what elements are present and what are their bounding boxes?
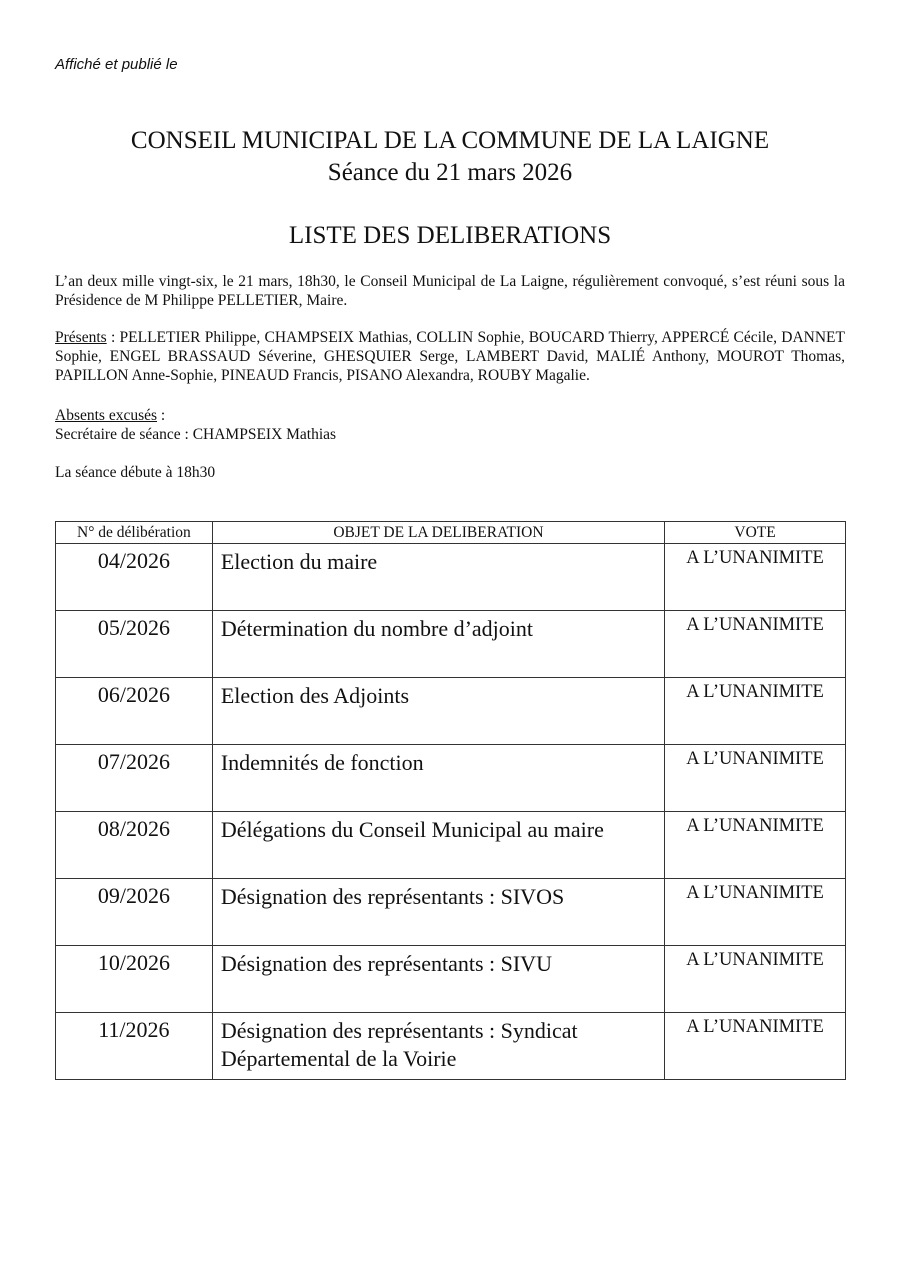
deliberation-object: Election du maire — [212, 544, 664, 611]
session-start: La séance débute à 18h30 — [55, 464, 216, 481]
deliberation-object: Détermination du nombre d’adjoint — [212, 611, 664, 678]
intro-paragraph: L’an deux mille vingt-six, le 21 mars, 18h30, le Conseil Municipal de La Laigne, régulièrement convoqué, s’est réuni sous la Présidence de M Philippe PELLETIER, Maire. — [55, 273, 845, 309]
deliberation-object: Désignation des représentants : SIVOS — [212, 879, 664, 946]
deliberation-object: Désignation des représentants : SIVU — [212, 946, 664, 1013]
session-date: Séance du 21 mars 2026 — [327, 159, 573, 186]
deliberation-vote: A L’UNANIMITE — [665, 611, 846, 678]
deliberation-number: 09/2026 — [56, 879, 213, 946]
deliberation-vote: A L’UNANIMITE — [665, 678, 846, 745]
table-row — [56, 1013, 846, 1080]
deliberation-number: 11/2026 — [56, 1013, 213, 1080]
table-row — [56, 544, 846, 611]
table-row — [56, 879, 846, 946]
deliberation-object: Election des Adjoints — [212, 678, 664, 745]
deliberation-vote: A L’UNANIMITE — [665, 1013, 846, 1080]
deliberation-vote: A L’UNANIMITE — [665, 812, 846, 879]
deliberations-table — [55, 521, 846, 1080]
deliberation-vote: A L’UNANIMITE — [665, 946, 846, 1013]
table-row — [56, 678, 846, 745]
header-vote: VOTE — [665, 522, 846, 544]
table-row — [56, 946, 846, 1013]
table-row — [56, 611, 846, 678]
deliberation-number: 06/2026 — [56, 678, 213, 745]
deliberation-vote: A L’UNANIMITE — [665, 879, 846, 946]
deliberation-number: 04/2026 — [56, 544, 213, 611]
deliberation-number: 07/2026 — [56, 745, 213, 812]
deliberation-object: Délégations du Conseil Municipal au maire — [212, 812, 664, 879]
presents-label: Présents — [55, 329, 107, 346]
header-number: N° de délibération — [56, 522, 213, 544]
table-row — [56, 812, 846, 879]
deliberation-number: 08/2026 — [56, 812, 213, 879]
secretary-line: Secrétaire de séance : CHAMPSEIX Mathias — [55, 426, 337, 443]
deliberation-number: 10/2026 — [56, 946, 213, 1013]
deliberation-vote: A L’UNANIMITE — [665, 745, 846, 812]
list-title: LISTE DES DELIBERATIONS — [288, 222, 612, 249]
absents-line — [55, 406, 845, 425]
posted-label: Affiché et publié le — [55, 56, 178, 73]
presents-list: : PELLETIER Philippe, CHAMPSEIX Mathias, COLLIN Sophie, BOUCARD Thierry, APPERCÉ Cécile, DANNET Sophie, ENGEL BRASSAUD Séverine, GHESQUIER Serge, LAMBERT David, MALIÉ Anthony, MOUROT Thomas, PAPILLON Anne-Sophie, PINEAUD Francis, PISANO Alexandra, ROUBY Magalie. — [55, 329, 845, 384]
absents-label: Absents excusés — [55, 407, 158, 424]
table-header-row — [56, 522, 846, 544]
deliberation-object: Indemnités de fonction — [212, 745, 664, 812]
presents-paragraph — [55, 328, 845, 385]
header-object: OBJET DE LA DELIBERATION — [212, 522, 664, 544]
council-title: CONSEIL MUNICIPAL DE LA COMMUNE DE LA LAIGNE — [130, 127, 770, 154]
table-row — [56, 745, 846, 812]
deliberation-number: 05/2026 — [56, 611, 213, 678]
absents-list: : — [157, 407, 166, 424]
deliberation-vote: A L’UNANIMITE — [665, 544, 846, 611]
deliberation-object: Désignation des représentants : Syndicat Départemental de la Voirie — [212, 1013, 664, 1080]
